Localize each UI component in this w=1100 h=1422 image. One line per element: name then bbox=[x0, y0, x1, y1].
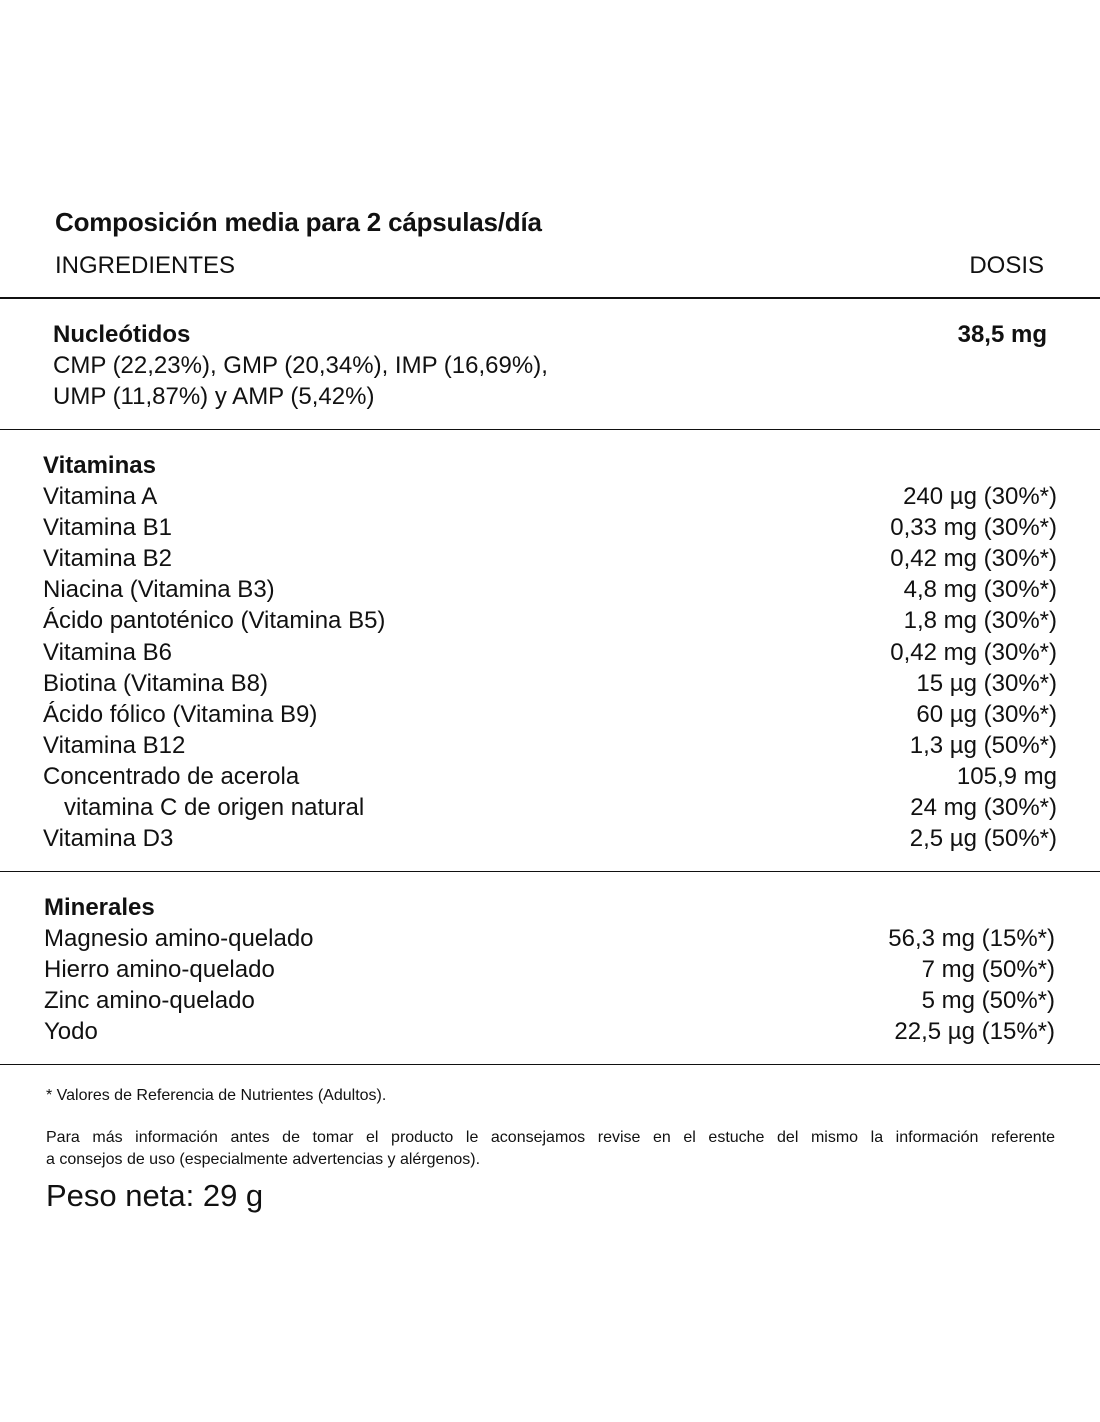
vitamin-row bbox=[43, 512, 1057, 543]
nucleotides-divider bbox=[0, 429, 1100, 430]
vitamin-name: Vitamina B12 bbox=[43, 731, 186, 759]
vitamin-dose: 60 µg (30%*) bbox=[916, 700, 1057, 728]
vitamin-dose: 4,8 mg (30%*) bbox=[903, 576, 1057, 604]
vitamin-dose: 0,42 mg (30%*) bbox=[890, 545, 1057, 573]
mineral-dose: 7 mg (50%*) bbox=[921, 956, 1055, 984]
vitamin-name: Vitamina A bbox=[43, 483, 158, 510]
vitamin-dose: 1,3 µg (50%*) bbox=[909, 731, 1057, 759]
vitamin-name: Vitamina D3 bbox=[43, 825, 174, 853]
ingredients-column-header: INGREDIENTES bbox=[55, 252, 236, 279]
info-note-line-1: Para más información antes de tomar el producto le aconsejamos revise en el estuche del mismo la información referente bbox=[46, 1129, 1055, 1146]
vitamin-name: Vitamina B2 bbox=[43, 545, 172, 573]
nucleotides-detail-line-2: UMP (11,87%) y AMP (5,42%) bbox=[53, 383, 375, 410]
vitamin-name: Niacina (Vitamina B3) bbox=[43, 576, 275, 604]
vitamin-name: Vitamina B1 bbox=[43, 514, 172, 542]
minerals-heading: Minerales bbox=[44, 894, 155, 921]
mineral-name: Zinc amino-quelado bbox=[44, 987, 255, 1015]
vitamins-heading: Vitaminas bbox=[43, 452, 156, 479]
vitamin-row bbox=[43, 761, 1057, 792]
vitamin-dose: 24 mg (30%*) bbox=[910, 794, 1057, 821]
vitamin-row bbox=[43, 543, 1057, 574]
vitamin-dose: 15 µg (30%*) bbox=[916, 669, 1057, 697]
header-divider bbox=[0, 297, 1100, 299]
info-note-line-2: a consejos de uso (especialmente advertencias y alérgenos). bbox=[46, 1151, 481, 1168]
vitamin-row bbox=[43, 637, 1057, 668]
nucleotides-detail-line-1: CMP (22,23%), GMP (20,34%), IMP (16,69%), bbox=[53, 352, 548, 379]
minerals-heading-row bbox=[44, 892, 1055, 923]
vitamin-name: Vitamina B6 bbox=[43, 638, 172, 666]
vitamin-dose: 0,33 mg (30%*) bbox=[890, 514, 1057, 542]
vitamin-row bbox=[43, 699, 1057, 730]
vitamins-divider bbox=[0, 871, 1100, 872]
mineral-row bbox=[44, 1016, 1055, 1047]
vitamin-dose: 2,5 µg (50%*) bbox=[909, 825, 1057, 853]
reference-footnote: * Valores de Referencia de Nutrientes (Adultos). bbox=[46, 1087, 387, 1104]
vitamin-name: Biotina (Vitamina B8) bbox=[43, 669, 268, 697]
vitamin-name: Concentrado de acerola bbox=[43, 762, 300, 790]
vitamin-row bbox=[43, 668, 1057, 699]
vitamins-heading-row bbox=[43, 450, 1057, 481]
vitamin-dose: 1,8 mg (30%*) bbox=[903, 607, 1057, 635]
dose-column-header: DOSIS bbox=[969, 252, 1044, 279]
nucleotides-heading-row bbox=[53, 319, 1047, 350]
vitamin-dose: 240 µg (30%*) bbox=[903, 483, 1057, 510]
vitamin-name: vitamina C de origen natural bbox=[64, 794, 365, 821]
vitamin-row bbox=[43, 823, 1057, 854]
vitamin-row bbox=[43, 792, 1057, 823]
mineral-dose: 5 mg (50%*) bbox=[921, 987, 1055, 1015]
vitamin-dose: 105,9 mg bbox=[956, 762, 1057, 790]
net-weight: Peso neta: 29 g bbox=[46, 1178, 264, 1213]
mineral-row bbox=[44, 923, 1055, 954]
minerals-divider bbox=[0, 1064, 1100, 1065]
vitamin-name: Ácido fólico (Vitamina B9) bbox=[43, 700, 318, 728]
mineral-name: Magnesio amino-quelado bbox=[44, 925, 314, 952]
mineral-dose: 22,5 µg (15%*) bbox=[894, 1018, 1055, 1046]
vitamin-row bbox=[43, 605, 1057, 636]
nucleotides-dose: 38,5 mg bbox=[957, 321, 1047, 348]
vitamin-row bbox=[43, 574, 1057, 605]
vitamin-row bbox=[43, 481, 1057, 512]
vitamin-name: Ácido pantoténico (Vitamina B5) bbox=[43, 607, 386, 635]
mineral-row bbox=[44, 985, 1055, 1016]
mineral-name: Hierro amino-quelado bbox=[44, 956, 275, 984]
nucleotides-heading: Nucleótidos bbox=[53, 321, 191, 348]
mineral-row bbox=[44, 954, 1055, 985]
mineral-name: Yodo bbox=[44, 1018, 98, 1046]
composition-title: Composición media para 2 cápsulas/día bbox=[55, 207, 542, 237]
vitamin-dose: 0,42 mg (30%*) bbox=[890, 638, 1057, 666]
mineral-dose: 56,3 mg (15%*) bbox=[888, 925, 1055, 952]
vitamin-row bbox=[43, 730, 1057, 761]
